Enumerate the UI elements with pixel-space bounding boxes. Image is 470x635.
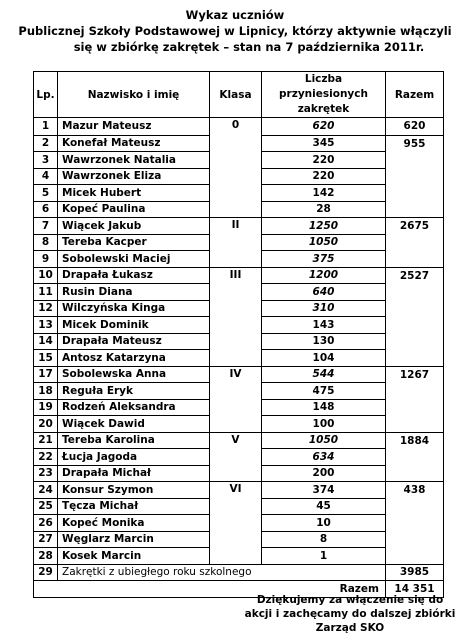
- total-spacer: [34, 581, 262, 598]
- row-count: 130: [262, 333, 386, 350]
- row-student-name: Sobolewski Maciej: [58, 251, 210, 268]
- group-klasa: IV: [210, 366, 262, 432]
- row-count: 475: [262, 383, 386, 400]
- row-lp: 25: [34, 498, 58, 515]
- table-row: [34, 218, 444, 235]
- row-count: 28: [262, 201, 386, 218]
- row-student-name: Wilczyńska Kinga: [58, 300, 210, 317]
- row-count: 620: [262, 118, 386, 136]
- row-student-name: Kopeć Paulina: [58, 201, 210, 218]
- row-student-name: Sobolewska Anna: [58, 366, 210, 383]
- row-lp: 4: [34, 168, 58, 185]
- row-count: 100: [262, 416, 386, 433]
- row-student-name: Konefał Mateusz: [58, 135, 210, 152]
- students-table: [33, 71, 444, 598]
- row-lp: 21: [34, 432, 58, 449]
- group-razem: 2675: [386, 218, 444, 268]
- row-student-name: Kopeć Monika: [58, 515, 210, 532]
- row-student-name: Tereba Kacper: [58, 234, 210, 251]
- row-student-name: Antosz Katarzyna: [58, 350, 210, 367]
- row-student-name: Micek Dominik: [58, 317, 210, 334]
- document-subtitle-line-2: się w zbiórkę zakrętek – stan na 7 października 2011r.: [73, 40, 425, 54]
- total-label: Razem: [262, 581, 386, 598]
- group-klasa: V: [210, 432, 262, 482]
- group-klasa: II: [210, 218, 262, 268]
- row-count: 200: [262, 465, 386, 482]
- row-student-name: Tęcza Michał: [58, 498, 210, 515]
- row-student-name: Węglarz Marcin: [58, 531, 210, 548]
- row-lp: 1: [34, 118, 58, 136]
- group-razem: 1884: [386, 432, 444, 482]
- column-header-klasa: Klasa: [210, 72, 262, 118]
- table-row: [34, 366, 444, 383]
- row-count: 148: [262, 399, 386, 416]
- row-count: 544: [262, 366, 386, 383]
- row-student-name: Rusin Diana: [58, 284, 210, 301]
- column-header-razem: Razem: [386, 72, 444, 118]
- row-student-name: Konsur Szymon: [58, 482, 210, 499]
- group-razem: 955: [386, 135, 444, 218]
- group-klasa: 0: [210, 118, 262, 218]
- row-student-name: Reguła Eryk: [58, 383, 210, 400]
- row-student-name: Drapała Michał: [58, 465, 210, 482]
- row-count: 220: [262, 152, 386, 169]
- row-count: 310: [262, 300, 386, 317]
- table-row: [34, 118, 444, 136]
- row-student-name: Drapała Łukasz: [58, 267, 210, 284]
- row-count: 1: [262, 548, 386, 565]
- column-header-name: Nazwisko i imię: [58, 72, 210, 118]
- row-lp: 9: [34, 251, 58, 268]
- row-lp: 22: [34, 449, 58, 466]
- row-count: 1050: [262, 432, 386, 449]
- row-lp: 20: [34, 416, 58, 433]
- row-count: 634: [262, 449, 386, 466]
- row-student-name: Drapała Mateusz: [58, 333, 210, 350]
- row-lp: 2: [34, 135, 58, 152]
- row-count: 220: [262, 168, 386, 185]
- row-student-name: Tereba Karolina: [58, 432, 210, 449]
- row-count: 345: [262, 135, 386, 152]
- row-lp: 28: [34, 548, 58, 565]
- row-lp: 18: [34, 383, 58, 400]
- row-count: 1250: [262, 218, 386, 235]
- row-lp: 27: [34, 531, 58, 548]
- footer-thanks-line-1: Dziękujemy za włączenie się do: [256, 594, 444, 606]
- row-lp: 17: [34, 366, 58, 383]
- group-razem: 438: [386, 482, 444, 565]
- row-count: 104: [262, 350, 386, 367]
- table-header-row: [34, 72, 444, 118]
- row-count: 143: [262, 317, 386, 334]
- table-row: [34, 432, 444, 449]
- row-lp: 3: [34, 152, 58, 169]
- carry-lp: 29: [34, 564, 58, 581]
- footer-signature: Zarząd SKO: [315, 622, 385, 634]
- row-lp: 5: [34, 185, 58, 202]
- group-razem: 2527: [386, 267, 444, 366]
- table-row-carry-over: [34, 564, 444, 581]
- table-row: [34, 482, 444, 499]
- row-count: 142: [262, 185, 386, 202]
- row-student-name: Kosek Marcin: [58, 548, 210, 565]
- row-lp: 19: [34, 399, 58, 416]
- row-student-name: Wiącek Dawid: [58, 416, 210, 433]
- row-student-name: Wawrzonek Eliza: [58, 168, 210, 185]
- row-count: 10: [262, 515, 386, 532]
- row-lp: 26: [34, 515, 58, 532]
- row-count: 45: [262, 498, 386, 515]
- row-lp: 15: [34, 350, 58, 367]
- row-count: 1200: [262, 267, 386, 284]
- column-header-lp: Lp.: [34, 72, 58, 118]
- row-student-name: Micek Hubert: [58, 185, 210, 202]
- row-lp: 23: [34, 465, 58, 482]
- row-lp: 12: [34, 300, 58, 317]
- row-count: 375: [262, 251, 386, 268]
- document-title: Wykaz uczniów: [185, 8, 285, 22]
- row-count: 640: [262, 284, 386, 301]
- row-count: 1050: [262, 234, 386, 251]
- row-lp: 24: [34, 482, 58, 499]
- row-student-name: Łucja Jagoda: [58, 449, 210, 466]
- carry-razem: 3985: [386, 564, 444, 581]
- row-lp: 7: [34, 218, 58, 235]
- table-body: [34, 118, 444, 598]
- group-klasa: III: [210, 267, 262, 366]
- row-lp: 10: [34, 267, 58, 284]
- row-student-name: Mazur Mateusz: [58, 118, 210, 136]
- row-count: 8: [262, 531, 386, 548]
- row-student-name: Wiącek Jakub: [58, 218, 210, 235]
- row-lp: 6: [34, 201, 58, 218]
- row-count: 374: [262, 482, 386, 499]
- group-razem: 1267: [386, 366, 444, 432]
- table-row: [34, 267, 444, 284]
- group-razem: 620: [386, 118, 444, 136]
- row-lp: 14: [34, 333, 58, 350]
- row-lp: 11: [34, 284, 58, 301]
- total-value: 14 351: [386, 581, 444, 598]
- document-subtitle-line-1: Publicznej Szkoły Podstawowej w Lipnicy, którzy aktywnie włączyli: [18, 24, 452, 38]
- row-student-name: Rodzeń Aleksandra: [58, 399, 210, 416]
- row-lp: 13: [34, 317, 58, 334]
- footer-thanks-line-2: akcji i zachęcamy do dalszej zbiórki: [244, 608, 456, 620]
- column-header-count: Liczba przyniesionych zakrętek: [262, 72, 386, 118]
- row-student-name: Wawrzonek Natalia: [58, 152, 210, 169]
- carry-label: Zakrętki z ubiegłego roku szkolnego: [58, 564, 386, 581]
- row-lp: 8: [34, 234, 58, 251]
- group-klasa: VI: [210, 482, 262, 565]
